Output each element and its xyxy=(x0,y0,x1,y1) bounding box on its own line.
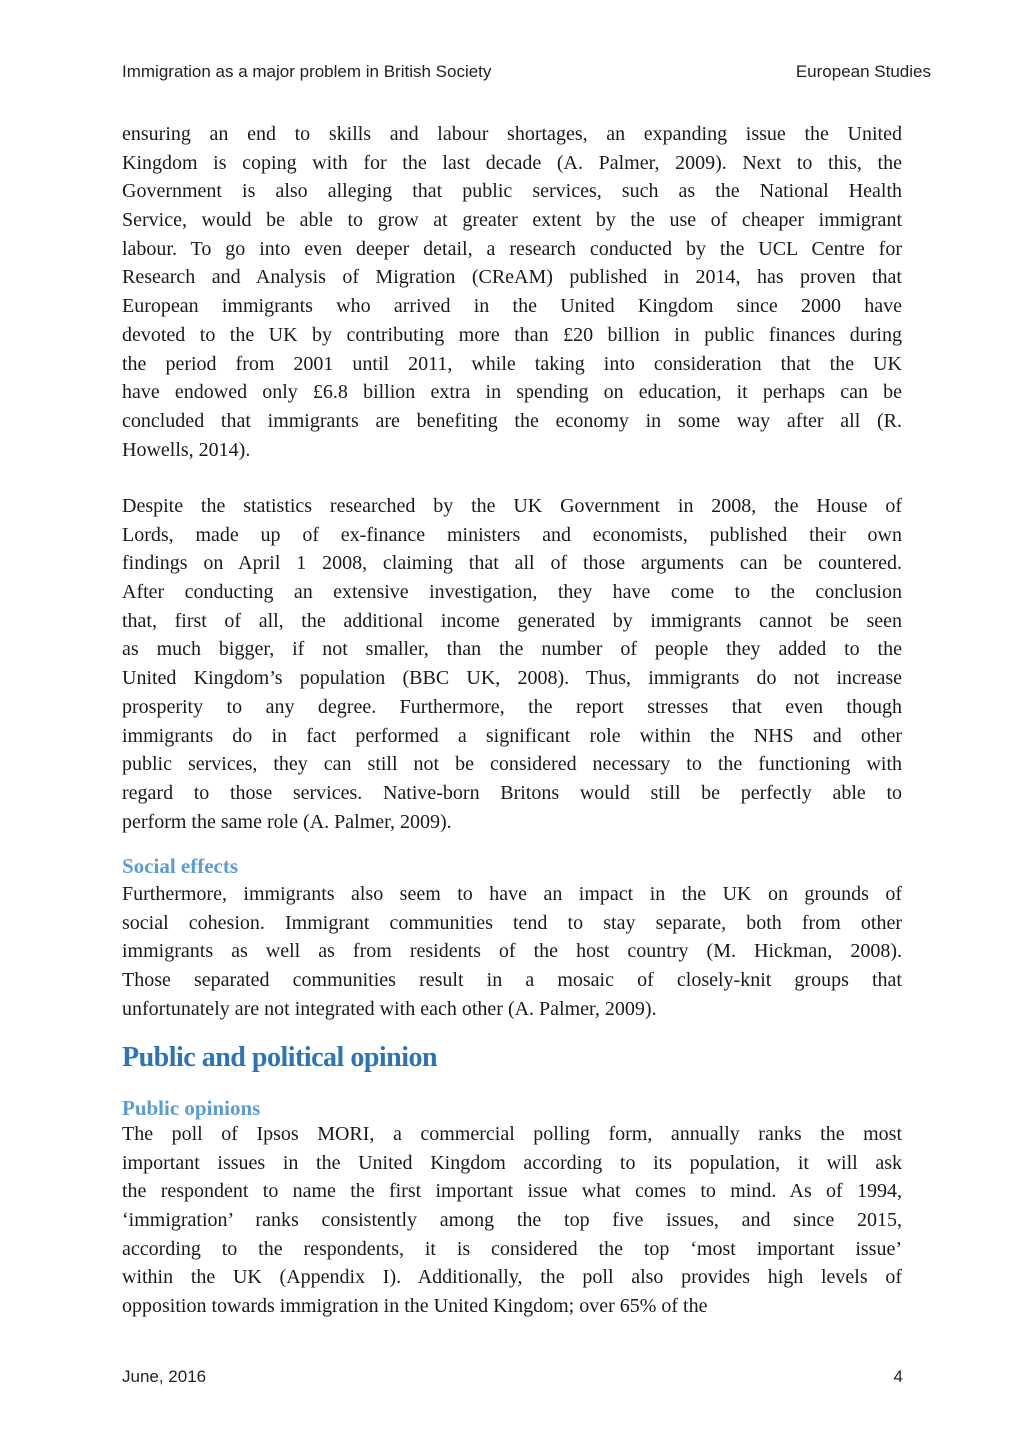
text-line: Lords, made up of ex-finance ministers and economists, published their own xyxy=(122,523,902,546)
text-line: immigrants as well as from residents of the host country (M. Hickman, 2008). xyxy=(122,940,902,963)
text-line: Those separated communities result in a mosaic of closely-knit groups that xyxy=(122,969,902,992)
text-line: After conducting an extensive investigation, they have come to the conclusion xyxy=(122,581,902,604)
text-line: within the UK (Appendix I). Additionally, the poll also provides high levels of xyxy=(122,1266,902,1289)
text-line: concluded that immigrants are benefiting the economy in some way after all (R. xyxy=(122,409,902,432)
text-line: The poll of Ipsos MORI, a commercial polling form, annually ranks the most xyxy=(122,1123,902,1145)
paragraph-ipsos-mori xyxy=(122,1120,902,1321)
text-line: that, first of all, the additional income generated by immigrants cannot be seen xyxy=(122,609,902,632)
heading-public-opinions: Public opinions xyxy=(122,1096,261,1120)
text-line: as much bigger, if not smaller, than the number of people they added to the xyxy=(122,638,902,661)
text-line: European immigrants who arrived in the United Kingdom since 2000 have xyxy=(122,295,902,318)
page-number: 4 xyxy=(893,1367,903,1386)
text-line: Howells, 2014). xyxy=(122,438,251,461)
text-line: ensuring an end to skills and labour shortages, an expanding issue the United xyxy=(122,123,902,145)
header-title: Immigration as a major problem in British Society xyxy=(122,62,492,81)
text-line: according to the respondents, it is considered the top ‘most important issue’ xyxy=(122,1237,902,1260)
text-line: United Kingdom’s population (BBC UK, 2008). Thus, immigrants do not increase xyxy=(122,667,902,690)
footer-date: June, 2016 xyxy=(122,1367,207,1386)
text-line: immigrants do in fact performed a significant role within the NHS and other xyxy=(122,724,902,747)
text-line: the period from 2001 until 2011, while taking into consideration that the UK xyxy=(122,352,902,375)
text-line: ‘immigration’ ranks consistently among the top five issues, and since 2015, xyxy=(122,1209,902,1232)
text-line: regard to those services. Native-born Britons would still be perfectly able to xyxy=(122,781,902,804)
text-line: Despite the statistics researched by the UK Government in 2008, the House of xyxy=(122,495,902,517)
paragraph-economic-benefits xyxy=(122,120,902,464)
heading-public-political-opinion: Public and political opinion xyxy=(122,1042,438,1073)
text-line: have endowed only £6.8 billion extra in spending on education, it perhaps can be xyxy=(122,381,902,404)
heading-social-effects: Social effects xyxy=(122,854,239,878)
text-line: unfortunately are not integrated with each other (A. Palmer, 2009). xyxy=(122,997,657,1020)
text-line: the respondent to name the first important issue what comes to mind. As of 1994, xyxy=(122,1180,902,1203)
text-line: prosperity to any degree. Furthermore, the report stresses that even though xyxy=(122,695,902,718)
text-line: Kingdom is coping with for the last decade (A. Palmer, 2009). Next to this, the xyxy=(122,151,902,174)
text-line: findings on April 1 2008, claiming that all of those arguments can be countered. xyxy=(122,552,902,575)
text-line: public services, they can still not be considered necessary to the functioning with xyxy=(122,753,902,776)
text-line: Government is also alleging that public services, such as the National Health xyxy=(122,180,902,203)
paragraph-house-of-lords xyxy=(122,492,902,836)
text-line: social cohesion. Immigrant communities tend to stay separate, both from other xyxy=(122,911,902,934)
text-line: important issues in the United Kingdom according to its population, it will ask xyxy=(122,1151,902,1174)
paragraph-social-cohesion xyxy=(122,880,902,1023)
text-line: Service, would be able to grow at greater extent by the use of cheaper immigrant xyxy=(122,209,902,232)
header-course: European Studies xyxy=(795,62,931,81)
text-line: perform the same role (A. Palmer, 2009). xyxy=(122,810,452,833)
text-line: opposition towards immigration in the United Kingdom; over 65% of the xyxy=(122,1295,708,1318)
text-line: Furthermore, immigrants also seem to have an impact in the UK on grounds of xyxy=(122,883,902,905)
text-line: labour. To go into even deeper detail, a research conducted by the UCL Centre for xyxy=(122,237,902,260)
text-line: Research and Analysis of Migration (CReAM) published in 2014, has proven that xyxy=(122,266,902,289)
text-line: devoted to the UK by contributing more than £20 billion in public finances during xyxy=(122,323,902,346)
